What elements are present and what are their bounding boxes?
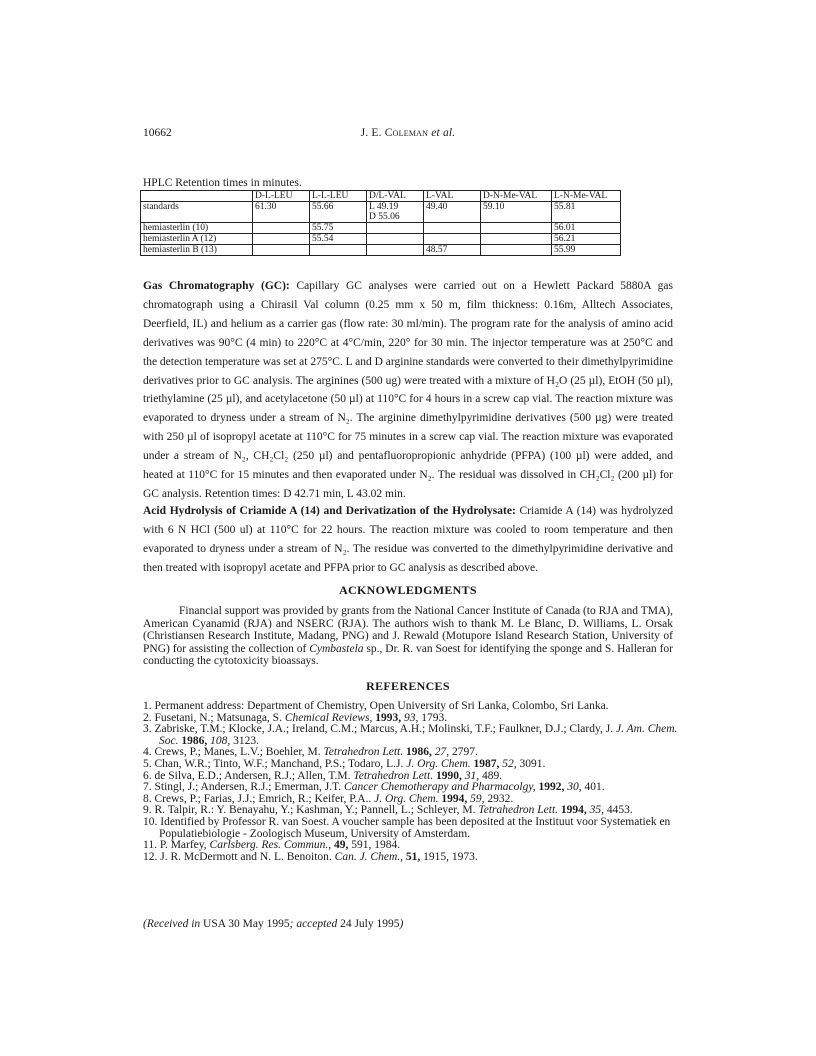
reference-item: 9. R. Talpir, R.: Y. Benayahu, Y.; Kashman, Y.; Pannell, L.; Schleyer, M. Tetrahedron Lett. 1994, 35, 4453. — [143, 804, 633, 817]
table-row — [141, 245, 621, 256]
table-cell — [424, 234, 481, 245]
row-label: hemiasterlin A (12) — [141, 234, 253, 245]
ack-genus: Cymbastela — [309, 642, 364, 655]
table-cell — [481, 234, 552, 245]
header-cell-d-l-leu: D-L-LEU — [253, 191, 310, 202]
running-title — [143, 127, 673, 139]
accepted-date: 24 July 1995 — [340, 918, 400, 930]
header-cell-l-val: L-VAL — [424, 191, 481, 202]
reference-item: 11. P. Marfey, Carlsberg. Res. Commun., 49, 591, 1984. — [143, 839, 401, 852]
reference-item: 4. Crews, P.; Manes, L.V.; Boehler, M. Tetrahedron Lett. 1986, 27, 2797. — [143, 746, 478, 759]
table-cell — [481, 223, 552, 234]
table-cell — [424, 223, 481, 234]
row-label: hemiasterlin (10) — [141, 223, 253, 234]
table-cell: 48.57 — [424, 245, 481, 256]
table-row — [141, 234, 621, 245]
header-cell-l-n-me-val: L-N-Me-VAL — [552, 191, 621, 202]
accepted-label: ; accepted — [289, 918, 341, 930]
table-cell — [367, 223, 424, 234]
table-cell: 55.66 — [310, 202, 367, 223]
header-cell-l-l-leu: L-L-LEU — [310, 191, 367, 202]
table-cell: 55.99 — [552, 245, 621, 256]
received-dates: (Received in USA 30 May 1995; accepted 24 July 1995) — [143, 918, 404, 930]
received-label: Received in — [146, 918, 201, 930]
reference-item: 8. Crews, P.; Farias, J.J.; Emrich, R.; Keifer, P.A.. J. Org. Chem. 1994, 59, 2932. — [143, 792, 514, 805]
table-cell: 55.81 — [552, 202, 621, 223]
hplc-retention-table — [140, 190, 621, 256]
table-cell — [310, 245, 367, 256]
header-cell-d-l-val: D/L-VAL — [367, 191, 424, 202]
page-number: 10662 — [143, 127, 172, 139]
table-cell: 56.01 — [552, 223, 621, 234]
hydrolysis-paragraph — [143, 502, 673, 578]
reference-item: 10. Identified by Professor R. van Soest. A voucher sample has been deposited at the Instituut voor Systematiek en Populatiebiologie - Zoologisch Museum, University of Amsterdam. — [143, 815, 671, 840]
reference-item: 12. J. R. McDermott and N. L. Benoiton. Can. J. Chem., 51, 1915, 1973. — [143, 850, 478, 863]
row-label: standards — [141, 202, 253, 223]
table-cell — [367, 234, 424, 245]
reference-item: 1. Permanent address: Department of Chemistry, Open University of Sri Lanka, Colombo, Sri Lanka. — [143, 700, 609, 712]
received-date: 30 May 1995 — [228, 918, 290, 930]
gc-paragraph — [143, 277, 673, 504]
table-cell: 49.40 — [424, 202, 481, 223]
ack-text-1: Financial support was provided by grants from the National Cancer Institute of Canada (to RJA and TMA), American Cyanamid (RJA) and NSERC (RJA). The authors wish to thank M. Le Blanc, D. Williams, L. Orsak (Christiansen Research Institute, Madang, PNG) and J. Rewald (Motupore Island Research Station, University of PNG) for assisting the collection of — [143, 605, 673, 655]
table-cell — [253, 245, 310, 256]
reference-item: 3. Zabriske, T.M.; Klocke, J.A.; Ireland, C.M.; Marcus, A.H.; Molinski, T.F.; Faulkner, D.J.; Clardy, J. J. Am. Chem. Soc. 1986, 108, 3123. — [143, 723, 678, 747]
ack-text-2: sp., Dr. R. van Soest for identifying the sponge and S. Halleran for conducting the cytotoxicity bioassays. — [143, 642, 673, 668]
received-country: USA — [200, 918, 229, 930]
references-heading: REFERENCES — [366, 679, 450, 693]
row-label: hemiasterlin B (13) — [141, 245, 253, 256]
reference-item: 2. Fusetani, N.; Matsunaga, S. Chemical Reviews, 1993, 93, 1793. — [143, 711, 448, 724]
reference-list — [143, 701, 683, 863]
table-cell — [253, 223, 310, 234]
header-cell-blank — [141, 191, 253, 202]
table-cell: 56.21 — [552, 234, 621, 245]
table-row — [141, 202, 621, 223]
table-cell — [367, 245, 424, 256]
reference-item: 5. Chan, W.R.; Tinto, W.F.; Manchand, P.S.; Todaro, L.J. J. Org. Chem. 1987, 52, 3091. — [143, 757, 546, 770]
table-row — [141, 223, 621, 234]
hydrolysis-heading: Acid Hydrolysis of Criamide A (14) and Derivatization of the Hydrolysate: — [143, 505, 516, 517]
value-l: L 49.19 — [369, 202, 399, 212]
table-cell — [367, 202, 424, 223]
table-cell — [481, 245, 552, 256]
header-cell-d-n-me-val: D-N-Me-VAL — [481, 191, 552, 202]
hydrolysis-text: Criamide A (14) was hydrolyzed with 6 N HCl (500 ul) at 110°C for 22 hours. The reaction mixture was cooled to room temperature and then evaporated to dryness under a stream of N₂. The residue was converted to the dimethylpyrimidine derivative and then treated with isopropyl acetate and PFPA prior to GC analysis as described above. — [143, 505, 673, 574]
table-cell: 55.75 — [310, 223, 367, 234]
gc-heading: Gas Chromatography (GC): — [143, 280, 290, 292]
table-header-row — [141, 191, 621, 202]
table-cell: 61.30 — [253, 202, 310, 223]
reference-item: 6. de Silva, E.D.; Andersen, R.J.; Allen, T.M. Tetrahedron Lett. 1990, 31, 489. — [143, 769, 503, 782]
table-caption: HPLC Retention times in minutes. — [143, 177, 302, 189]
table-cell — [253, 234, 310, 245]
acknowledgments-paragraph — [143, 605, 673, 668]
gc-text: Capillary GC analyses were carried out on a Hewlett Packard 5880A gas chromatograph using a Chirasil Val column (0.25 mm x 50 m, film thickness: 0.16m, Alltech Associates, Deerfield, IL) and helium as a carrier gas (flow rate: 30 ml/min). The program rate for the analysis of amino acid derivatives was 90°C (4 min) to 220°C at 4°C/min, 220° for 30 min. The injector temperature was at 250°C and the detection temperature was set at 275°C. L and D arginine standards were converted to their dimethylpyrimidine derivatives prior to GC analysis. The arginines (500 ug) were treated with a mixture of H₂O (25 µl), EtOH (50 µl), triethylamine (25 µl), and acetylacetone (50 µl) at 110°C for 4 hours in a screw cap vial. The reaction mixture was evaporated to dryness under a stream of N₂. The arginine dimethylpyrimidine derivatives (500 µg) were treated with 250 µl of isopropyl acetate at 110°C for 75 minutes in a screw cap vial. The reaction mixture was evaporated under a stream of N₂, CH₂Cl₂ (250 µl) and pentafluoropropionic anhydride (PFPA) (100 µl) were added, and heated at 110°C for 15 minutes and then evaporated under N₂. The residual was dissolved in CH₂Cl₂ (200 µl) for GC analysis. Retention times: D 42.71 min, L 43.02 min. — [143, 280, 673, 500]
reference-item: 7. Stingl, J.; Andersen, R.J.; Emerman, J.T. Cancer Chemotherapy and Pharmacolgy, 1992, 30, 401. — [143, 781, 605, 794]
table-cell: 59.10 — [481, 202, 552, 223]
running-author: J. E. Coleman — [360, 127, 429, 139]
running-et-al: et al. — [431, 127, 456, 139]
acknowledgments-heading: ACKNOWLEDGMENTS — [339, 583, 477, 597]
table-cell: 55.54 — [310, 234, 367, 245]
value-d: D 55.06 — [369, 212, 400, 222]
